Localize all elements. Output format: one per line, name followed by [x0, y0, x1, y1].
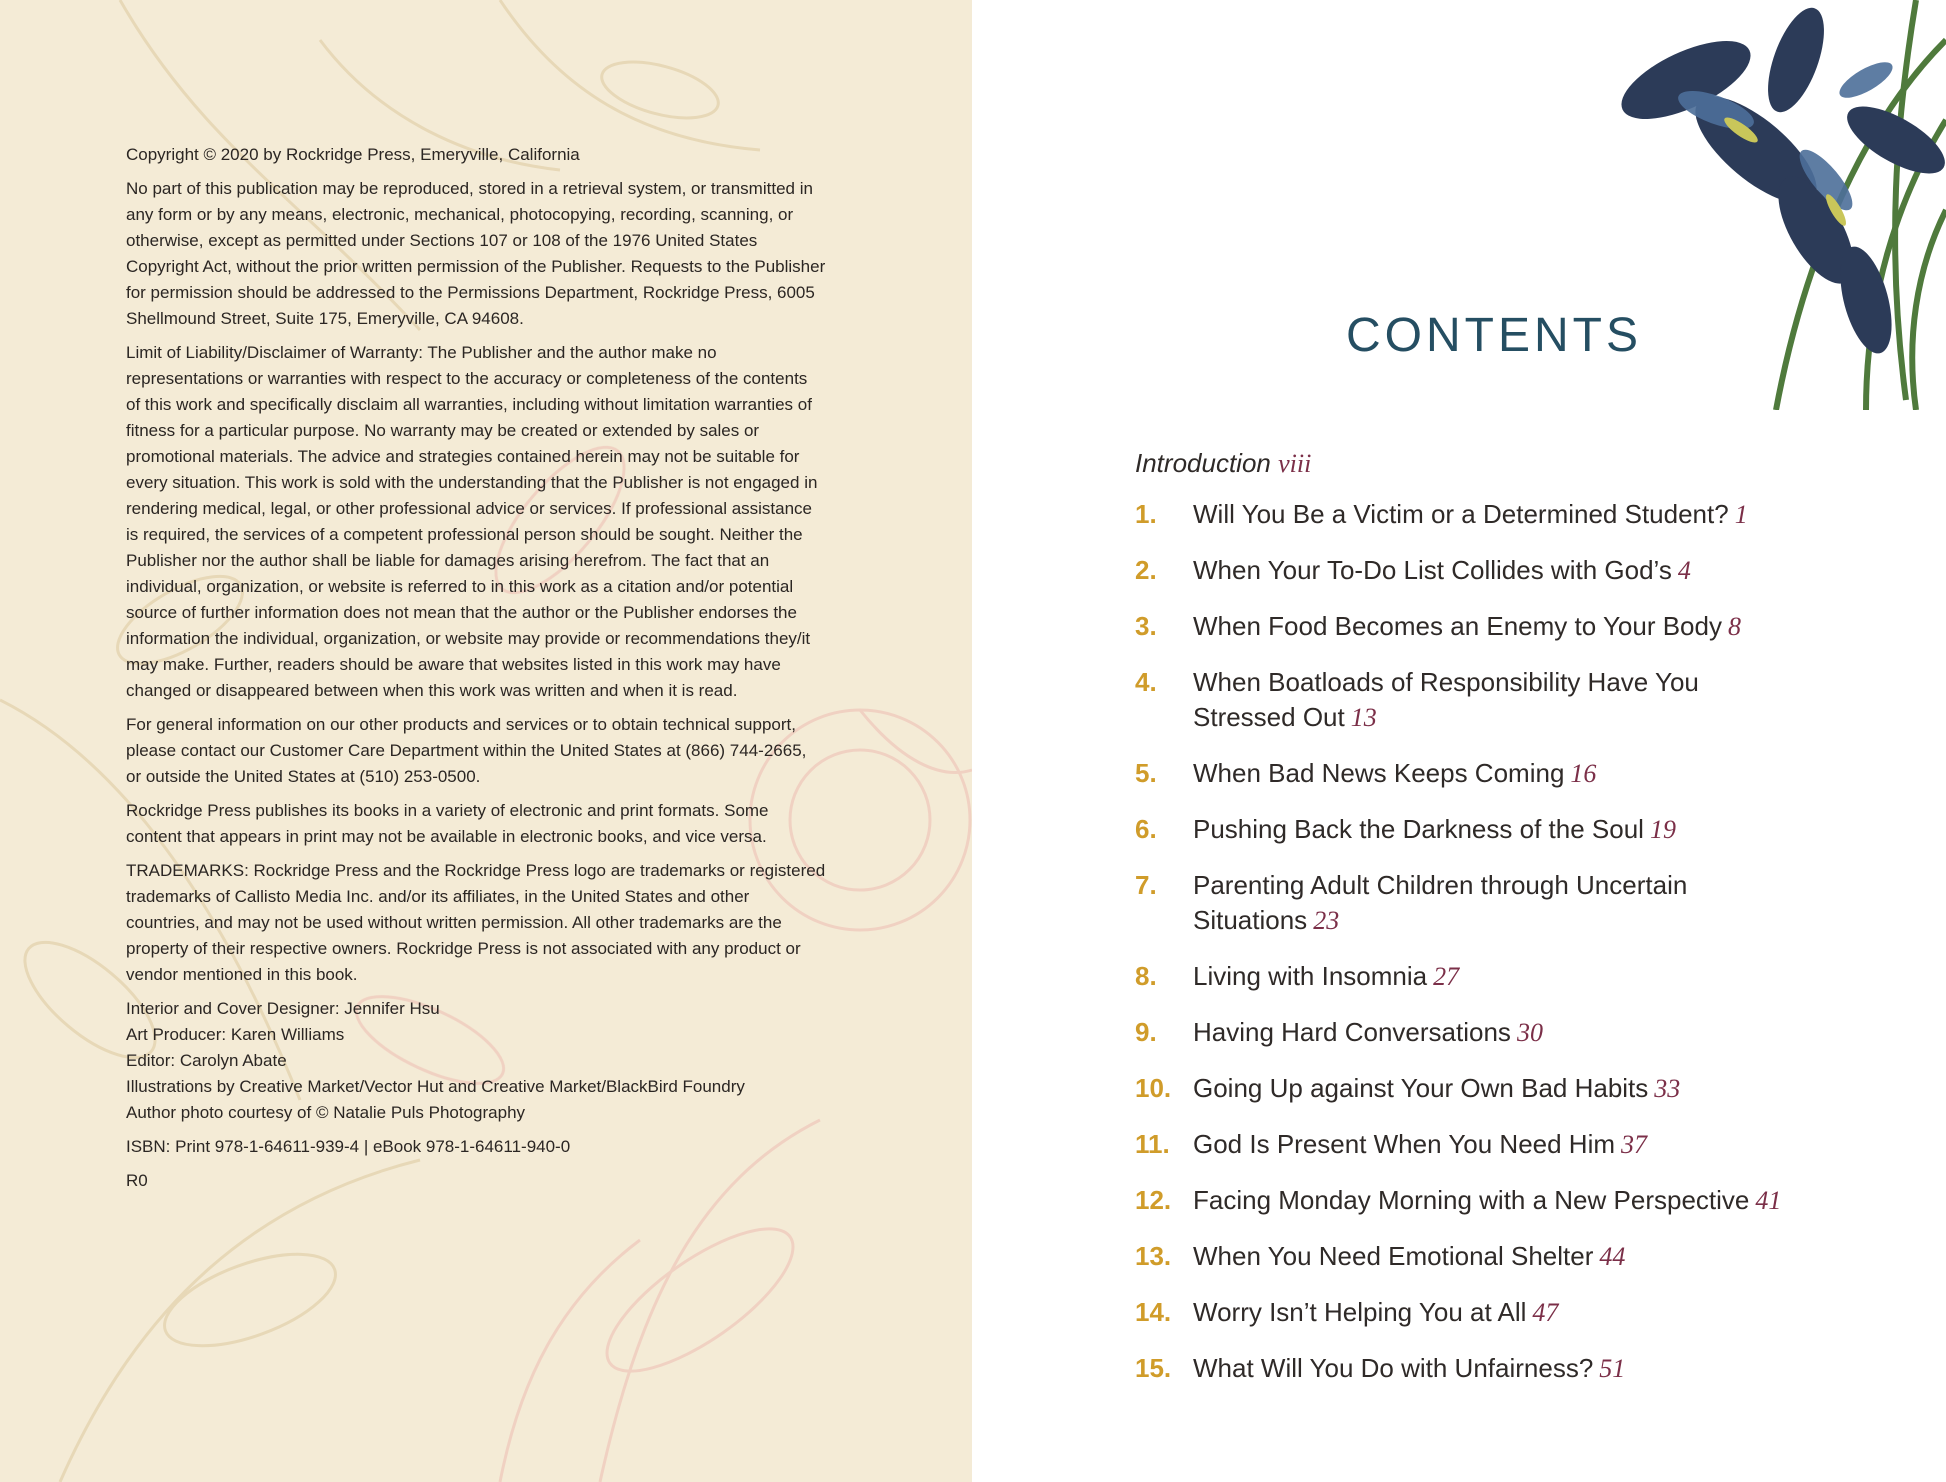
chapter-page-number: 23	[1313, 906, 1340, 935]
chapter-title: Worry Isn’t Helping You at All	[1193, 1297, 1527, 1327]
contents-title: CONTENTS	[1346, 309, 1642, 362]
toc-entry[interactable]	[1135, 497, 1895, 532]
toc-entry[interactable]	[1135, 553, 1895, 588]
toc-entry[interactable]	[1135, 812, 1895, 847]
chapter-page-number: 1	[1734, 500, 1748, 529]
chapter-page-number: 16	[1570, 759, 1597, 788]
chapter-number: 5.	[1135, 758, 1157, 788]
toc-list	[1135, 497, 1895, 1407]
credit-designer: Interior and Cover Designer: Jennifer Hsu	[126, 999, 440, 1018]
chapter-number: 7.	[1135, 870, 1157, 900]
introduction-label: Introduction	[1135, 448, 1271, 478]
chapter-title: Going Up against Your Own Bad Habits	[1193, 1073, 1649, 1103]
credit-author-photo: Author photo courtesy of © Natalie Puls Photography	[126, 1103, 526, 1122]
chapter-number: 9.	[1135, 1017, 1157, 1047]
reproduction-notice: No part of this publication may be reproduced, stored in a retrieval system, or transmitted in any form or by any means, electronic, mechanical, photocopying, recording, scanning, or otherwise, except as permitted under Sections 107 or 108 of the 1976 United States Copyright Act, without the prior written permission of the Publisher. Requests to the Publisher for permission should be addressed to the Permissions Department, Rockridge Press, 6005 Shellmound Street, Suite 175, Emeryville, CA 94608.	[126, 179, 826, 328]
toc-entry[interactable]	[1135, 1071, 1895, 1106]
chapter-number: 14.	[1135, 1297, 1172, 1327]
chapter-page-number: 37	[1621, 1130, 1648, 1159]
chapter-title: Living with Insomnia	[1193, 961, 1428, 991]
formats-notice: Rockridge Press publishes its books in a variety of electronic and print formats. Some content that appears in print may not be available in electronic books, and vice versa.	[126, 801, 769, 846]
chapter-number: 3.	[1135, 611, 1157, 641]
toc-entry[interactable]	[1135, 1015, 1895, 1050]
chapter-page-number: 47	[1532, 1298, 1559, 1327]
chapter-title: When Your To-Do List Collides with God’s	[1193, 555, 1672, 585]
toc-entry[interactable]	[1135, 1351, 1895, 1386]
toc-entry[interactable]	[1135, 1239, 1895, 1274]
chapter-page-number: 27	[1433, 962, 1460, 991]
credit-art-producer: Art Producer: Karen Williams	[126, 1025, 345, 1044]
trademarks-notice: TRADEMARKS: Rockridge Press and the Rockridge Press logo are trademarks or registered trademarks of Callisto Media Inc. and/or its affiliates, in the United States and other countries, and may not be used without written permission. All other trademarks are the property of their respective owners. Rockridge Press is not associated with any product or vendor mentioned in this book.	[126, 861, 826, 984]
toc-entry[interactable]	[1135, 1183, 1895, 1218]
credit-editor: Editor: Carolyn Abate	[126, 1051, 287, 1070]
toc-entry[interactable]	[1135, 756, 1895, 791]
printing-code: R0	[126, 1171, 148, 1190]
chapter-title: God Is Present When You Need Him	[1193, 1129, 1616, 1159]
chapter-title: Pushing Back the Darkness of the Soul	[1193, 814, 1644, 844]
chapter-number: 4.	[1135, 667, 1157, 697]
chapter-page-number: 13	[1350, 703, 1377, 732]
copyright-text-block	[126, 142, 826, 1202]
chapter-number: 2.	[1135, 555, 1157, 585]
chapter-title: When Bad News Keeps Coming	[1193, 758, 1565, 788]
toc-entry[interactable]	[1135, 609, 1895, 644]
chapter-number: 12.	[1135, 1185, 1172, 1215]
toc-entry[interactable]	[1135, 665, 1895, 735]
chapter-page-number: 30	[1516, 1018, 1543, 1047]
chapter-number: 1.	[1135, 499, 1157, 529]
copyright-line: Copyright © 2020 by Rockridge Press, Emeryville, California	[126, 145, 580, 164]
customer-care-info: For general information on our other products and services or to obtain technical support, please contact our Customer Care Department within the United States at (866) 744-2665, or outside the United States at (510) 253-0500.	[126, 715, 807, 786]
chapter-page-number: 4	[1677, 556, 1691, 585]
chapter-number: 11.	[1135, 1129, 1170, 1159]
toc-entry[interactable]	[1135, 1295, 1895, 1330]
chapter-page-number: 41	[1755, 1186, 1782, 1215]
chapter-title: Facing Monday Morning with a New Perspective	[1193, 1185, 1750, 1215]
chapter-number: 8.	[1135, 961, 1157, 991]
chapter-number: 6.	[1135, 814, 1157, 844]
chapter-number: 13.	[1135, 1241, 1172, 1271]
credits	[126, 996, 826, 1126]
liability-disclaimer: Limit of Liability/Disclaimer of Warranty: The Publisher and the author make no representations or warranties with respect to the accuracy or completeness of the contents of this work and specifically disclaim all warranties, including without limitation warranties of fitness for a particular purpose. No warranty may be created or extended by sales or promotional materials. The advice and strategies contained herein may not be suitable for every situation. This work is sold with the understanding that the Publisher is not engaged in rendering medical, legal, or other professional advice or services. If professional assistance is required, the services of a competent professional person should be sought. Neither the Publisher nor the author shall be liable for damages arising herefrom. The fact that an individual, organization, or website is referred to in this work as a citation and/or potential source of further information does not mean that the author or the Publisher endorses the information the individual, organization, or website may provide or recommendations they/it may make. Further, readers should be aware that websites listed in this work may have changed or disappeared between when this work was written and when it is read.	[126, 343, 818, 700]
toc-entry[interactable]	[1135, 959, 1895, 994]
chapter-title: When You Need Emotional Shelter	[1193, 1241, 1594, 1271]
toc-entry[interactable]	[1135, 868, 1895, 938]
toc-introduction[interactable]	[1135, 448, 1311, 479]
chapter-number: 15.	[1135, 1353, 1172, 1383]
isbn-line: ISBN: Print 978-1-64611-939-4 | eBook 978-1-64611-940-0	[126, 1137, 571, 1156]
chapter-page-number: 19	[1649, 815, 1676, 844]
chapter-number: 10.	[1135, 1073, 1172, 1103]
chapter-page-number: 33	[1654, 1074, 1681, 1103]
chapter-title: When Food Becomes an Enemy to Your Body	[1193, 611, 1722, 641]
chapter-title: When Boatloads of Responsibility Have You Stressed Out	[1193, 667, 1699, 732]
chapter-title: Parenting Adult Children through Uncertain Situations	[1193, 870, 1688, 935]
credit-illustrations: Illustrations by Creative Market/Vector Hut and Creative Market/BlackBird Foundry	[126, 1077, 745, 1096]
chapter-title: Having Hard Conversations	[1193, 1017, 1511, 1047]
toc-entry[interactable]	[1135, 1127, 1895, 1162]
contents-page	[972, 0, 1946, 1482]
chapter-title: Will You Be a Victim or a Determined Student?	[1193, 499, 1729, 529]
copyright-page	[0, 0, 972, 1482]
chapter-title: What Will You Do with Unfairness?	[1193, 1353, 1594, 1383]
introduction-page-number: viii	[1278, 449, 1312, 478]
chapter-page-number: 51	[1599, 1354, 1626, 1383]
chapter-page-number: 44	[1599, 1242, 1626, 1271]
chapter-page-number: 8	[1727, 612, 1741, 641]
